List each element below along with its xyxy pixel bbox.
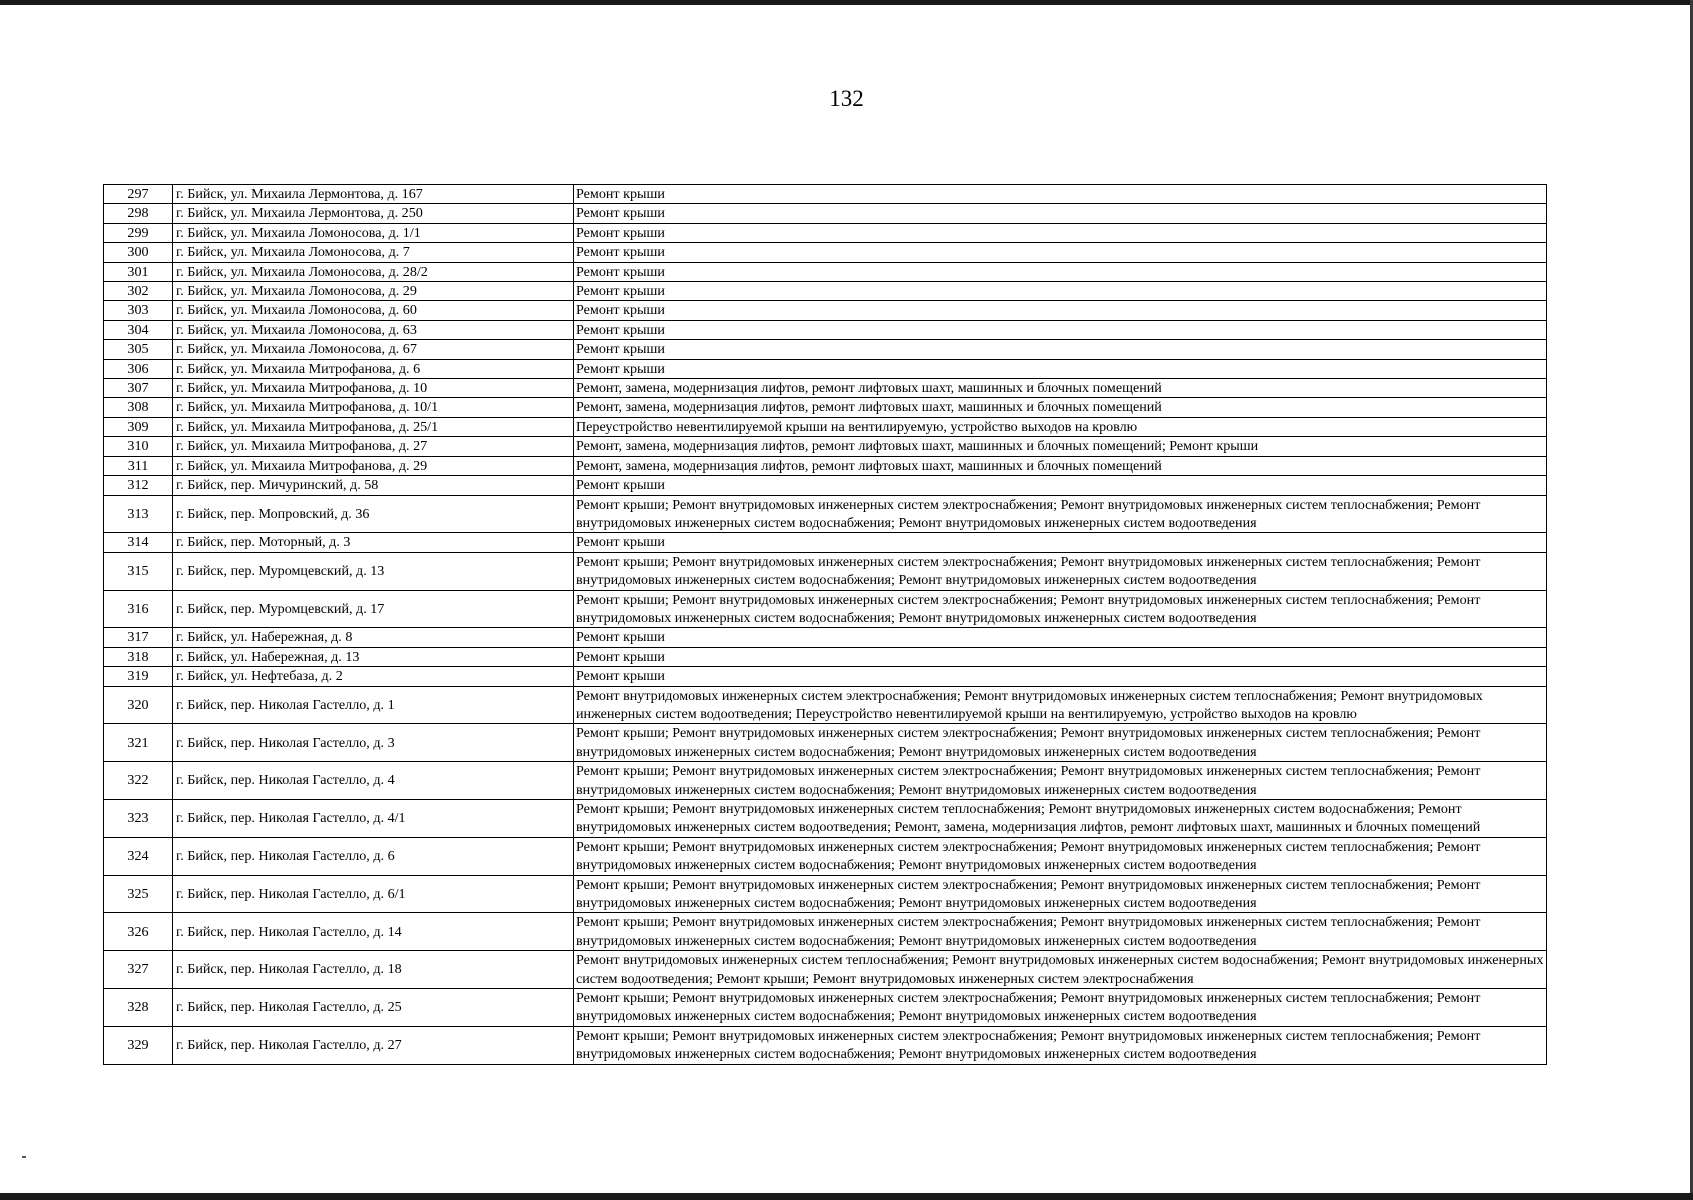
row-works: Ремонт внутридомовых инженерных систем электроснабжения; Ремонт внутридомовых инженерных систем теплоснабжения; Ремонт внутридомовых инженерных систем водоотведения; Переустройство невентилируемой крыши на вентилируемую, устройство выходов на кровлю [574, 686, 1547, 724]
table-row [104, 1026, 1547, 1064]
row-address: г. Бийск, ул. Набережная, д. 13 [173, 647, 574, 666]
row-number: 328 [104, 989, 173, 1027]
row-number: 307 [104, 379, 173, 398]
table-row [104, 417, 1547, 436]
table-row [104, 913, 1547, 951]
row-address: г. Бийск, ул. Михаила Митрофанова, д. 25/1 [173, 417, 574, 436]
table-row [104, 340, 1547, 359]
row-number: 326 [104, 913, 173, 951]
row-number: 321 [104, 724, 173, 762]
table-row [104, 590, 1547, 628]
row-number: 320 [104, 686, 173, 724]
row-works: Ремонт крыши; Ремонт внутридомовых инженерных систем электроснабжения; Ремонт внутридомовых инженерных систем теплоснабжения; Ремонт внутридомовых инженерных систем водоснабжения; Ремонт внутридомовых инженерных систем водоотведения [574, 989, 1547, 1027]
row-address: г. Бийск, ул. Михаила Ломоносова, д. 29 [173, 282, 574, 301]
row-address: г. Бийск, ул. Нефтебаза, д. 2 [173, 667, 574, 686]
row-number: 310 [104, 437, 173, 456]
scan-border-bottom [0, 1193, 1693, 1200]
row-address: г. Бийск, ул. Набережная, д. 8 [173, 628, 574, 647]
row-address: г. Бийск, пер. Мопровский, д. 36 [173, 495, 574, 533]
table-row [104, 320, 1547, 339]
row-works: Ремонт крыши [574, 243, 1547, 262]
row-address: г. Бийск, ул. Михаила Митрофанова, д. 10/1 [173, 398, 574, 417]
table-row [104, 762, 1547, 800]
row-number: 302 [104, 282, 173, 301]
table-body [104, 185, 1547, 1065]
row-works: Ремонт крыши [574, 282, 1547, 301]
row-number: 297 [104, 185, 173, 204]
row-works: Ремонт крыши; Ремонт внутридомовых инженерных систем электроснабжения; Ремонт внутридомовых инженерных систем теплоснабжения; Ремонт внутридомовых инженерных систем водоснабжения; Ремонт внутридомовых инженерных систем водоотведения [574, 1026, 1547, 1064]
table-row [104, 359, 1547, 378]
row-works: Ремонт крыши [574, 647, 1547, 666]
row-number: 300 [104, 243, 173, 262]
table-row [104, 282, 1547, 301]
row-works: Ремонт крыши; Ремонт внутридомовых инженерных систем теплоснабжения; Ремонт внутридомовых инженерных систем водоснабжения; Ремонт внутридомовых инженерных систем водоотведения; Ремонт, замена, модернизация лифтов, ремонт лифтовых шахт, машинных и блочных помещений [574, 800, 1547, 838]
row-works: Ремонт крыши [574, 340, 1547, 359]
row-number: 304 [104, 320, 173, 339]
row-address: г. Бийск, пер. Николая Гастелло, д. 1 [173, 686, 574, 724]
row-number: 322 [104, 762, 173, 800]
table-row [104, 262, 1547, 281]
row-number: 325 [104, 875, 173, 913]
row-works: Ремонт, замена, модернизация лифтов, ремонт лифтовых шахт, машинных и блочных помещений [574, 398, 1547, 417]
row-number: 312 [104, 476, 173, 495]
row-works: Ремонт крыши [574, 301, 1547, 320]
table-row [104, 243, 1547, 262]
row-number: 317 [104, 628, 173, 647]
row-number: 301 [104, 262, 173, 281]
table-row [104, 533, 1547, 552]
row-address: г. Бийск, пер. Николая Гастелло, д. 18 [173, 951, 574, 989]
table-row [104, 437, 1547, 456]
row-number: 303 [104, 301, 173, 320]
row-number: 309 [104, 417, 173, 436]
row-address: г. Бийск, пер. Николая Гастелло, д. 4 [173, 762, 574, 800]
table-row [104, 724, 1547, 762]
row-number: 318 [104, 647, 173, 666]
row-works: Ремонт внутридомовых инженерных систем теплоснабжения; Ремонт внутридомовых инженерных систем водоснабжения; Ремонт внутридомовых инженерных систем водоотведения; Ремонт крыши; Ремонт внутридомовых инженерных систем электроснабжения [574, 951, 1547, 989]
row-works: Ремонт, замена, модернизация лифтов, ремонт лифтовых шахт, машинных и блочных помещений; Ремонт крыши [574, 437, 1547, 456]
row-number: 315 [104, 552, 173, 590]
table-row [104, 223, 1547, 242]
row-address: г. Бийск, пер. Мичуринский, д. 58 [173, 476, 574, 495]
row-works: Ремонт крыши; Ремонт внутридомовых инженерных систем электроснабжения; Ремонт внутридомовых инженерных систем теплоснабжения; Ремонт внутридомовых инженерных систем водоснабжения; Ремонт внутридомовых инженерных систем водоотведения [574, 552, 1547, 590]
row-address: г. Бийск, ул. Михаила Ломоносова, д. 28/2 [173, 262, 574, 281]
table-row [104, 686, 1547, 724]
row-works: Ремонт крыши; Ремонт внутридомовых инженерных систем электроснабжения; Ремонт внутридомовых инженерных систем теплоснабжения; Ремонт внутридомовых инженерных систем водоснабжения; Ремонт внутридомовых инженерных систем водоотведения [574, 724, 1547, 762]
row-works: Ремонт крыши [574, 476, 1547, 495]
row-address: г. Бийск, ул. Михаила Митрофанова, д. 10 [173, 379, 574, 398]
row-works: Ремонт крыши [574, 223, 1547, 242]
row-works: Ремонт крыши [574, 667, 1547, 686]
row-address: г. Бийск, пер. Николая Гастелло, д. 6 [173, 837, 574, 875]
row-address: г. Бийск, ул. Михаила Лермонтова, д. 167 [173, 185, 574, 204]
table-row [104, 951, 1547, 989]
row-number: 327 [104, 951, 173, 989]
row-works: Переустройство невентилируемой крыши на вентилируемую, устройство выходов на кровлю [574, 417, 1547, 436]
row-number: 313 [104, 495, 173, 533]
row-works: Ремонт крыши [574, 185, 1547, 204]
row-works: Ремонт крыши [574, 359, 1547, 378]
table-row [104, 456, 1547, 475]
row-address: г. Бийск, ул. Михаила Митрофанова, д. 27 [173, 437, 574, 456]
row-address: г. Бийск, ул. Михаила Ломоносова, д. 63 [173, 320, 574, 339]
table-row [104, 837, 1547, 875]
row-address: г. Бийск, пер. Николая Гастелло, д. 14 [173, 913, 574, 951]
table-row [104, 875, 1547, 913]
row-works: Ремонт крыши; Ремонт внутридомовых инженерных систем электроснабжения; Ремонт внутридомовых инженерных систем теплоснабжения; Ремонт внутридомовых инженерных систем водоснабжения; Ремонт внутридомовых инженерных систем водоотведения [574, 762, 1547, 800]
table-row [104, 379, 1547, 398]
row-number: 308 [104, 398, 173, 417]
row-number: 316 [104, 590, 173, 628]
row-number: 305 [104, 340, 173, 359]
row-works: Ремонт, замена, модернизация лифтов, ремонт лифтовых шахт, машинных и блочных помещений [574, 456, 1547, 475]
row-works: Ремонт крыши; Ремонт внутридомовых инженерных систем электроснабжения; Ремонт внутридомовых инженерных систем теплоснабжения; Ремонт внутридомовых инженерных систем водоснабжения; Ремонт внутридомовых инженерных систем водоотведения [574, 837, 1547, 875]
row-address: г. Бийск, пер. Николая Гастелло, д. 25 [173, 989, 574, 1027]
scan-speck [22, 1156, 26, 1158]
row-address: г. Бийск, ул. Михаила Митрофанова, д. 29 [173, 456, 574, 475]
row-address: г. Бийск, ул. Михаила Ломоносова, д. 7 [173, 243, 574, 262]
row-address: г. Бийск, пер. Муромцевский, д. 17 [173, 590, 574, 628]
table-row [104, 628, 1547, 647]
row-address: г. Бийск, пер. Моторный, д. 3 [173, 533, 574, 552]
table-row [104, 552, 1547, 590]
page-number: 132 [829, 86, 864, 111]
table-row [104, 398, 1547, 417]
table-row [104, 476, 1547, 495]
row-number: 319 [104, 667, 173, 686]
row-address: г. Бийск, ул. Михаила Ломоносова, д. 67 [173, 340, 574, 359]
row-works: Ремонт крыши; Ремонт внутридомовых инженерных систем электроснабжения; Ремонт внутридомовых инженерных систем теплоснабжения; Ремонт внутридомовых инженерных систем водоснабжения; Ремонт внутридомовых инженерных систем водоотведения [574, 590, 1547, 628]
table-row [104, 185, 1547, 204]
row-address: г. Бийск, ул. Михаила Митрофанова, д. 6 [173, 359, 574, 378]
row-address: г. Бийск, ул. Михаила Ломоносова, д. 60 [173, 301, 574, 320]
row-works: Ремонт крыши [574, 320, 1547, 339]
table-row [104, 204, 1547, 223]
row-works: Ремонт крыши [574, 262, 1547, 281]
row-works: Ремонт крыши [574, 204, 1547, 223]
repair-register-table [103, 184, 1547, 1065]
row-number: 324 [104, 837, 173, 875]
row-number: 329 [104, 1026, 173, 1064]
row-number: 323 [104, 800, 173, 838]
row-works: Ремонт крыши; Ремонт внутридомовых инженерных систем электроснабжения; Ремонт внутридомовых инженерных систем теплоснабжения; Ремонт внутридомовых инженерных систем водоснабжения; Ремонт внутридомовых инженерных систем водоотведения [574, 875, 1547, 913]
row-number: 299 [104, 223, 173, 242]
table-row [104, 667, 1547, 686]
table-row [104, 800, 1547, 838]
row-works: Ремонт крыши [574, 628, 1547, 647]
row-number: 314 [104, 533, 173, 552]
table-row [104, 495, 1547, 533]
row-address: г. Бийск, ул. Михаила Лермонтова, д. 250 [173, 204, 574, 223]
table-row [104, 989, 1547, 1027]
row-works: Ремонт крыши; Ремонт внутридомовых инженерных систем электроснабжения; Ремонт внутридомовых инженерных систем теплоснабжения; Ремонт внутридомовых инженерных систем водоснабжения; Ремонт внутридомовых инженерных систем водоотведения [574, 495, 1547, 533]
table-row [104, 647, 1547, 666]
scan-border-top [0, 0, 1693, 5]
row-number: 311 [104, 456, 173, 475]
row-address: г. Бийск, пер. Николая Гастелло, д. 27 [173, 1026, 574, 1064]
row-address: г. Бийск, пер. Муромцевский, д. 13 [173, 552, 574, 590]
table-row [104, 301, 1547, 320]
row-address: г. Бийск, пер. Николая Гастелло, д. 4/1 [173, 800, 574, 838]
row-address: г. Бийск, ул. Михаила Ломоносова, д. 1/1 [173, 223, 574, 242]
row-works: Ремонт крыши [574, 533, 1547, 552]
row-address: г. Бийск, пер. Николая Гастелло, д. 3 [173, 724, 574, 762]
row-number: 306 [104, 359, 173, 378]
row-address: г. Бийск, пер. Николая Гастелло, д. 6/1 [173, 875, 574, 913]
row-works: Ремонт, замена, модернизация лифтов, ремонт лифтовых шахт, машинных и блочных помещений [574, 379, 1547, 398]
row-works: Ремонт крыши; Ремонт внутридомовых инженерных систем электроснабжения; Ремонт внутридомовых инженерных систем теплоснабжения; Ремонт внутридомовых инженерных систем водоснабжения; Ремонт внутридомовых инженерных систем водоотведения [574, 913, 1547, 951]
row-number: 298 [104, 204, 173, 223]
